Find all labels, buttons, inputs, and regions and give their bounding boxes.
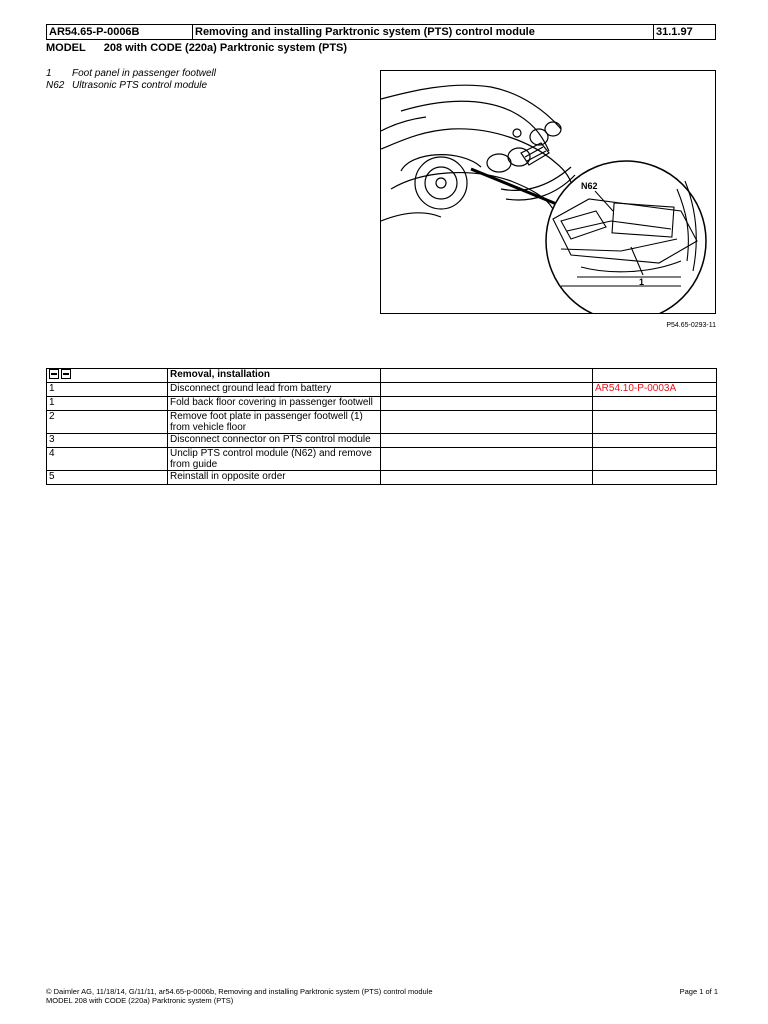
document-date: 31.1.97 xyxy=(656,26,693,38)
car-illustration xyxy=(381,71,715,313)
step-number: 5 xyxy=(47,471,168,485)
document-title: Removing and installing Parktronic system (PTS) control module xyxy=(193,25,654,39)
step-reference-link[interactable]: AR54.10-P-0003A xyxy=(593,383,717,397)
step-text: Unclip PTS control module (N62) and remove from guide xyxy=(168,448,381,471)
callout-1: 1 xyxy=(639,277,645,287)
table-row xyxy=(47,397,717,411)
page-number: Page 1 of 1 xyxy=(679,987,718,996)
callout-n62: N62 xyxy=(581,181,598,191)
model-value: 208 with CODE (220a) Parktronic system (PTS) xyxy=(103,42,348,54)
figure-legend xyxy=(46,68,216,92)
step-text: Reinstall in opposite order xyxy=(168,471,381,485)
table-row xyxy=(47,471,717,485)
table-row xyxy=(47,383,717,397)
step-number: 1 xyxy=(47,397,168,411)
step-icons-cell xyxy=(47,369,168,383)
step-number: 2 xyxy=(47,411,168,434)
legend-text: Ultrasonic PTS control module xyxy=(72,80,208,91)
step-number: 1 xyxy=(47,383,168,397)
legend-key: 1 xyxy=(46,68,52,79)
footer-copyright: © Daimler AG, 11/18/14, G/11/11, ar54.65-p-0006b, Removing and installing Parktronic system (PTS) control module xyxy=(46,987,433,996)
model-label: MODEL xyxy=(46,42,86,54)
table-row xyxy=(47,411,717,434)
document-header xyxy=(46,24,716,40)
step-number: 4 xyxy=(47,448,168,471)
table-header-title: Removal, installation xyxy=(168,369,381,383)
table-row xyxy=(47,434,717,448)
table-header-row xyxy=(47,369,717,383)
figure-reference: P54.65-0293-11 xyxy=(666,322,716,329)
installation-figure xyxy=(380,70,716,314)
step-text: Remove foot plate in passenger footwell (1) from vehicle floor xyxy=(168,411,381,434)
removal-installation-table xyxy=(46,368,717,485)
table-row xyxy=(47,448,717,471)
document-number: AR54.65-P-0006B xyxy=(47,25,193,39)
step-text: Disconnect ground lead from battery xyxy=(168,383,381,397)
step-text: Fold back floor covering in passenger footwell xyxy=(168,397,381,411)
step-number: 3 xyxy=(47,434,168,448)
legend-item xyxy=(46,68,216,80)
legend-item xyxy=(46,80,216,92)
step-text: Disconnect connector on PTS control module xyxy=(168,434,381,448)
footer-model: MODEL 208 with CODE (220a) Parktronic system (PTS) xyxy=(46,996,234,1005)
page-footer xyxy=(46,987,718,1005)
model-line xyxy=(46,41,347,55)
legend-text: Foot panel in passenger footwell xyxy=(72,68,216,79)
installation-icon xyxy=(61,369,71,379)
legend-key: N62 xyxy=(46,80,65,91)
removal-icon xyxy=(49,369,59,379)
